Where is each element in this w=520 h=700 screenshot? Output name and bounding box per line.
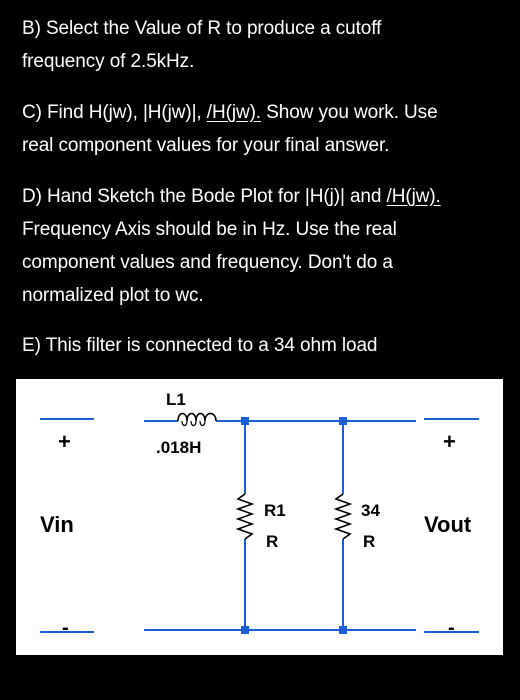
question-d [22,180,512,312]
vout-plus-sign: + [443,429,456,454]
question-e-line1: E) This filter is connected to a 34 ohm load [22,335,378,356]
vout-minus-sign: - [448,617,455,639]
node-r2-bottom [339,626,347,634]
circuit-diagram [16,379,503,655]
question-d-phase: /H(jw). [386,186,441,207]
r2-name-label: 34 [361,501,380,520]
question-c [22,96,512,162]
question-c-prefix: C) Find H(jw), |H(jw)|, [22,102,207,123]
question-e [22,329,512,362]
question-d-line3: component values and frequency. Don't do a [22,252,393,273]
node-r2-top [339,417,347,425]
vin-label: Vin [40,512,74,537]
question-b-line1: B) Select the Value of R to produce a cutoff [22,18,382,39]
question-b [22,12,512,78]
inductor-value-label: .018H [156,438,202,457]
inductor-name-label: L1 [166,390,186,409]
question-c-phase: /H(jw). [206,102,261,123]
vin-minus-sign: - [62,617,69,639]
node-r1-top [241,417,249,425]
r2-value-label: R [363,532,376,551]
question-c-suffix: Show you work. Use [260,102,438,123]
question-d-line4: normalized plot to wc. [22,285,204,306]
question-d-line2: Frequency Axis should be in Hz. Use the real [22,219,397,240]
question-d-line1 [22,180,512,213]
question-c-line1 [22,96,512,129]
r1-name-label: R1 [264,501,286,520]
question-c-line2: real component values for your final answer. [22,135,390,156]
question-b-line2: frequency of 2.5kHz. [22,51,195,72]
vin-plus-sign: + [58,429,71,454]
r1-value-label: R [266,532,279,551]
node-r1-bottom [241,626,249,634]
question-d-prefix: D) Hand Sketch the Bode Plot for |H(j)| and [22,186,387,207]
vout-label: Vout [424,512,472,537]
